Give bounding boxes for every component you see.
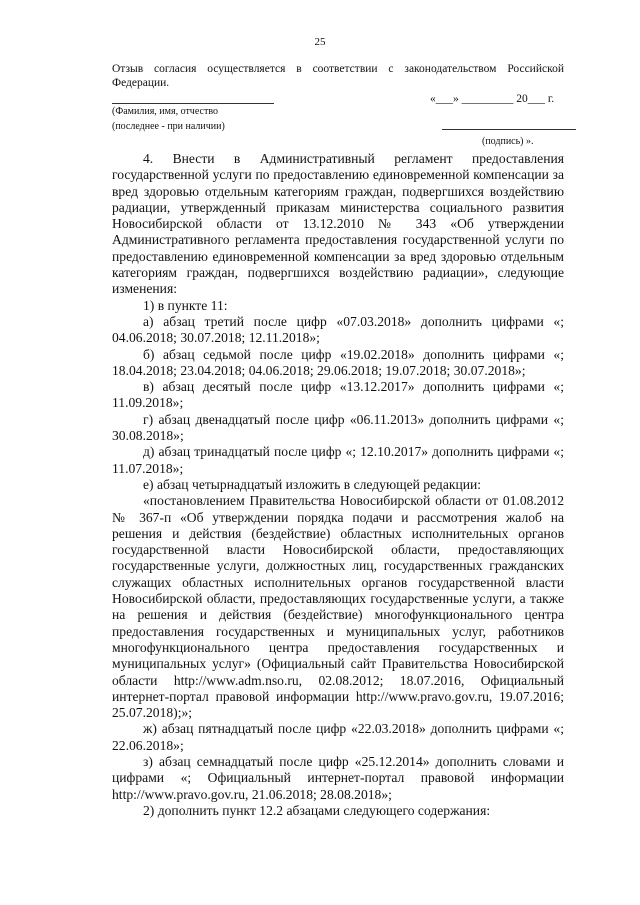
paragraph-item-4: 4. Внести в Административный регламент предоставления государственной услуги по предоставлению единовременной компенсации за вред здоровью отдельным категориям граждан, подвергшихся воздействию радиации, утвержденный приказам министерства социального развития Новосибирской области от 13.12.2010 № 343 «Об утверждении Административного регламента предоставления государственной услуги по предоставлению единовременной компенсации за вред здоровью отдельным категориям граждан, подвергшихся воздействию радиации», следующие изменения: — [112, 151, 564, 297]
document-body — [112, 151, 564, 819]
paragraph-g: г) абзац двенадцатый после цифр «06.11.2013» дополнить цифрами «; 30.08.2018»; — [112, 411, 564, 444]
paragraph-a: а) абзац третий после цифр «07.03.2018» дополнить цифрами «; 04.06.2018; 30.07.2018; 12.11.2018»; — [112, 313, 564, 346]
consent-revocation-text-end: Федерации. — [112, 77, 170, 89]
paragraph-zh: ж) абзац пятнадцатый после цифр «22.03.2018» дополнить цифрами «; 22.06.2018»; — [112, 721, 564, 753]
signature-caption: (подпись) ». — [482, 136, 534, 147]
fio-caption: (Фамилия, имя, отчество — [112, 106, 218, 117]
fio-blank-line — [112, 103, 274, 104]
paragraph-subitem-2: 2) дополнить пункт 12.2 абзацами следующего содержания: — [143, 802, 491, 818]
paragraph-d: д) абзац тринадцатый после цифр «; 12.10.2017» дополнить цифрами «; 11.07.2018»; — [112, 444, 564, 476]
paragraph-e: е) абзац четырнадцатый изложить в следующей редакции: — [143, 476, 482, 492]
signature-blank-line — [442, 129, 576, 130]
consent-revocation-text: Отзыв согласия осуществляется в соответствии с законодательством Российской — [112, 63, 564, 75]
paragraph-subitem-1: 1) в пункте 11: — [143, 297, 228, 313]
paragraph-b: б) абзац седьмой после цифр «19.02.2018» дополнить цифрами «; 18.04.2018; 23.04.2018; 04.06.2018; 29.06.2018; 19.07.2018; 30.07.2018»; — [112, 346, 564, 378]
paragraph-z: з) абзац семнадцатый после цифр «25.12.2014» дополнить словами и цифрами «; Официальный интернет-портал правовой информации http://www.pravo.gov.ru, 21.06.2018; 28.08.2018»; — [112, 753, 564, 802]
fio-caption-note: (последнее - при наличии) — [112, 121, 225, 132]
date-blank: «___» _________ 20___ г. — [430, 93, 555, 105]
page-number: 25 — [314, 36, 326, 48]
paragraph-e-quote: «постановлением Правительства Новосибирской области от 01.08.2012 № 367-п «Об утверждении порядка подачи и рассмотрения жалоб на решения и действия (бездействие) областных исполнительных органов государственной власти Новосибирской области, предоставляющих государственные услуги, должностных лиц, государственных гражданских служащих областных исполнительных органов государственной власти Новосибирской области, предоставляющих государственные услуги, а также на решения и действия (бездействие) многофункционального центра предоставления государственных и муниципальных услуг, работников многофункционального центра предоставления государственных и муниципальных услуг» (Официальный сайт Правительства Новосибирской области http://www.adm.nso.ru, 02.08.2012; 18.07.2016, Официальный интернет-портал правовой информации http://www.pravo.gov.ru, 19.07.2016; 25.07.2018);»; — [112, 493, 564, 721]
paragraph-v: в) абзац десятый после цифр «13.12.2017» дополнить цифрами «; 11.09.2018»; — [112, 379, 564, 411]
